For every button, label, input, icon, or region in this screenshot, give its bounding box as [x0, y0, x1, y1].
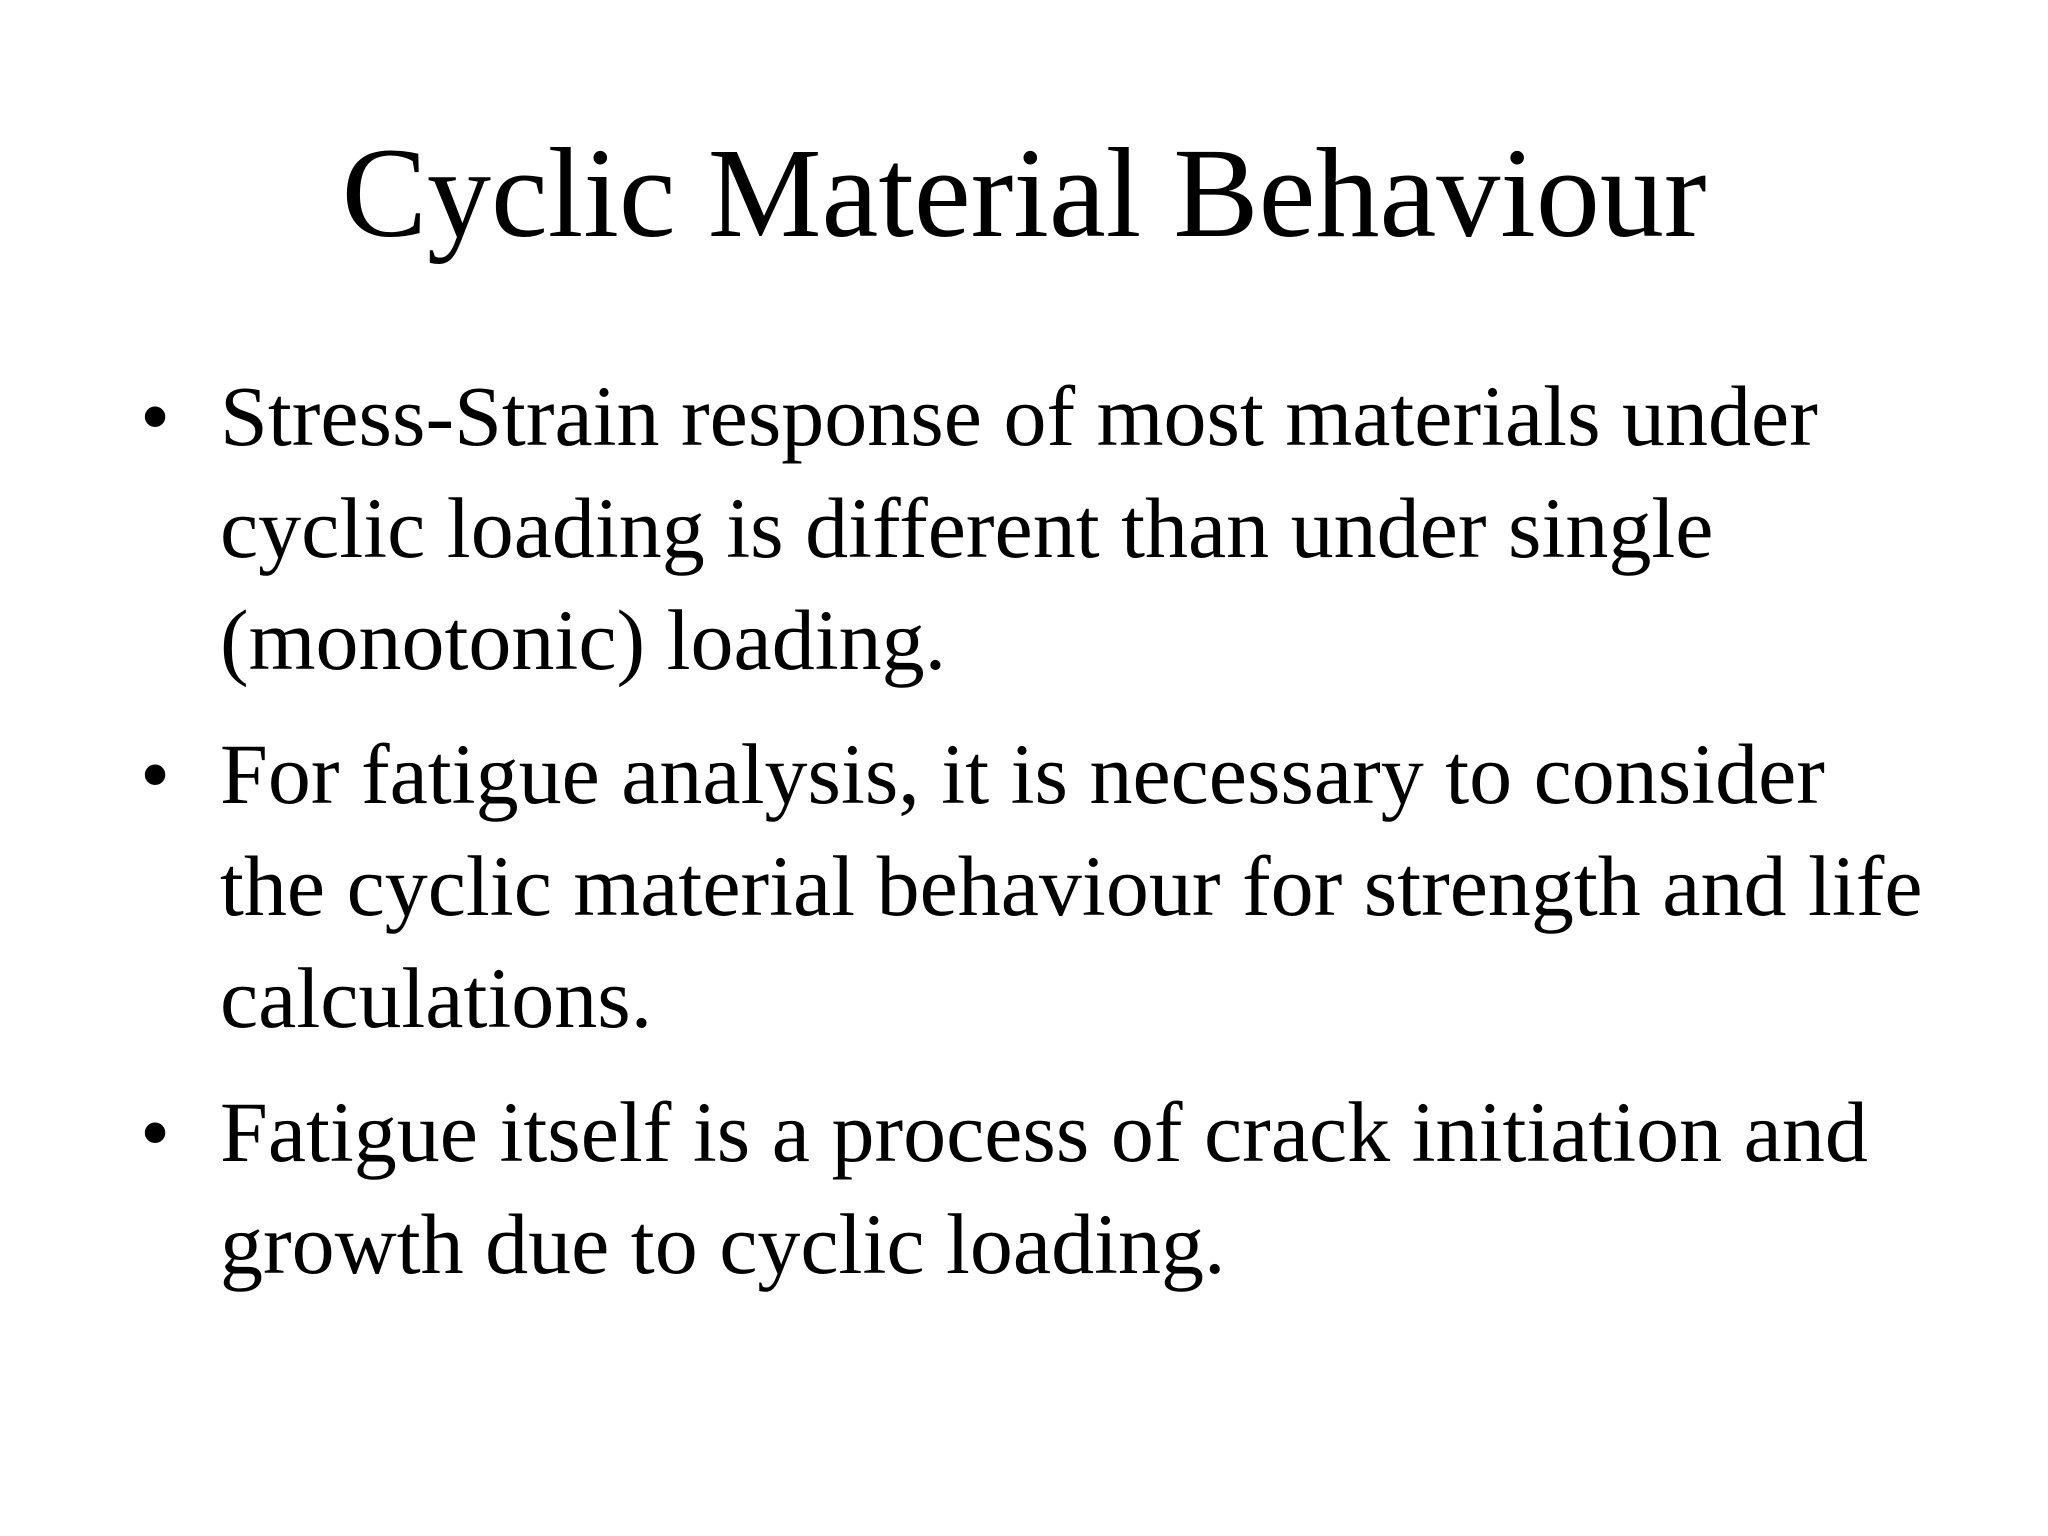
bullet-item — [140, 360, 1940, 696]
bullet-text: Stress-Strain response of most materials under cyclic loading is different than under single (monotonic) loading. — [220, 368, 1818, 688]
bullet-text: Fatigue itself is a process of crack initiation and growth due to cyclic loading. — [220, 1084, 1868, 1292]
bullet-text: For fatigue analysis, it is necessary to consider the cyclic material behaviour for strength and life calculations. — [220, 726, 1923, 1046]
bullet-icon: • — [140, 1084, 171, 1180]
slide-title: Cyclic Material Behaviour — [341, 122, 1707, 264]
bullet-icon: • — [140, 368, 171, 464]
bullet-item — [140, 718, 1940, 1054]
bullet-icon: • — [140, 726, 171, 822]
bullet-item — [140, 1076, 1940, 1300]
bullet-list — [140, 360, 1940, 1322]
